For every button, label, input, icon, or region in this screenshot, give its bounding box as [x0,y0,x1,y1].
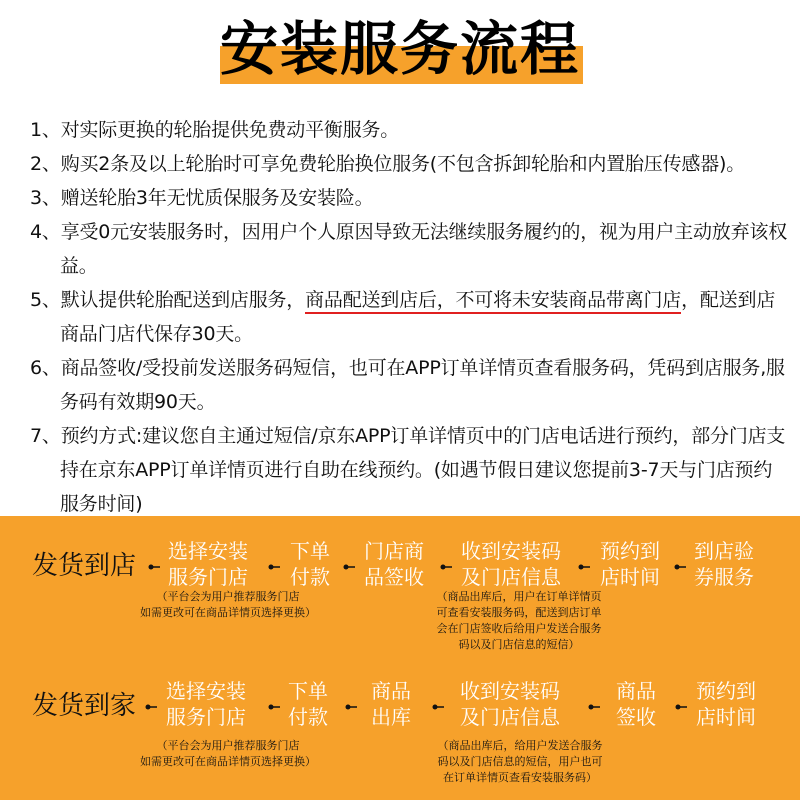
step-line: 下单 [290,539,330,563]
note-line: （平台会为用户推荐服务门店 [156,739,300,752]
note-line: （商品出库后，用户在订单详情页 [436,590,602,603]
note-line: 在订单详情页查看安装服务码） [443,771,597,784]
flow-store-step-4 [461,538,561,590]
arrow-icon [675,702,689,712]
rule-item-3 [30,181,790,215]
rules-list [30,113,790,521]
rule-text: 预约方式:建议您自主通过短信/京东APP订单详情页中的门店电话进行预约，部分门店支持在京东APP订单详情页进行自助在线预约。(如遇节假日建议您提前3-7天与门店预约服务时间) [60,425,786,515]
step-line: 收到安装码 [461,539,561,563]
rule-text: 默认提供轮胎配送到店服务， [60,289,306,311]
flow-store-step-1 [168,538,248,590]
note-line: 码以及门店信息的短信） [458,638,580,651]
step-line: 选择安装 [166,679,246,703]
rule-number: 4、 [30,221,61,243]
flow-store-step-2 [290,538,330,590]
flow-home-note-right [420,738,620,786]
flow-home-step-1 [166,678,246,730]
flow-home-note-left [118,738,338,770]
flow-store-step-3 [364,538,424,590]
rule-item-5 [30,283,790,351]
step-line: 收到安装码 [460,679,560,703]
arrow-icon [440,562,454,572]
note-line: 如需更改可在商品详情页选择更换） [140,606,316,619]
rule-text: 对实际更换的轮胎提供免费动平衡服务。 [60,119,400,141]
rule-text: 享受0元安装服务时，因用户个人原因导致无法继续服务履约的，视为用户主动放弃该权益。 [60,221,787,277]
rule-number: 2、 [30,153,61,175]
note-line: 如需更改可在商品详情页选择更换） [140,755,316,768]
arrow-icon [588,702,602,712]
rule-number: 6、 [30,357,61,379]
flow-home-row [0,676,800,736]
page-title: 安装服务流程 [219,15,580,83]
step-line: 到店验 [694,539,754,563]
arrow-icon [345,702,359,712]
flow-home-step-6 [696,678,756,730]
step-line: 付款 [288,705,328,729]
flow-store-step-5 [600,538,660,590]
arrow-icon [145,702,159,712]
step-line: 服务门店 [166,705,246,729]
flow-home-step-5 [616,678,656,730]
flow-store-row [0,536,800,596]
step-line: 选择安装 [168,539,248,563]
step-line: 商品 [616,679,656,703]
step-line: 付款 [290,565,330,589]
flow-store-start: 发货到店 [32,551,137,581]
step-line: 预约到 [696,679,756,703]
arrow-icon [674,562,688,572]
rule-item-4 [30,215,790,283]
flow-store-step-6 [694,538,754,590]
step-line: 服务门店 [168,565,248,589]
note-line: （商品出库后，给用户发送合服务 [437,739,603,752]
process-panel [0,516,800,800]
flow-home-step-4 [460,678,560,730]
rule-item-1 [30,113,790,147]
note-line: 会在门店签收后给用户发送合服务 [436,622,602,635]
arrow-icon [343,562,357,572]
step-line: 店时间 [696,705,756,729]
step-line: 品签收 [364,565,424,589]
note-line: （平台会为用户推荐服务门店 [156,590,300,603]
flow-store-note-left [118,589,338,621]
arrow-icon [268,702,282,712]
arrow-icon [432,702,446,712]
step-line: 及门店信息 [461,565,561,589]
step-line: 预约到 [600,539,660,563]
rule-text: 购买2条及以上轮胎时可享免费轮胎换位服务(不包含拆卸轮胎和内置胎压传感器)。 [60,153,746,175]
flow-store-note-right [424,589,614,653]
step-line: 券服务 [694,565,754,589]
step-line: 门店商 [364,539,424,563]
rule-number: 1、 [30,119,61,141]
rule-item-7 [30,419,790,521]
flow-home-step-2 [288,678,328,730]
rule-number: 5、 [30,289,61,311]
rule-text: 商品签收/受投前发送服务码短信，也可在APP订单详情页查看服务码，凭码到店服务,服务码有效期90天。 [60,357,785,413]
step-line: 及门店信息 [460,705,560,729]
note-line: 可查看安装服务码，配送到店订单 [436,606,602,619]
rule-text: ，配送到店商品门店代保存30天。 [60,289,776,345]
rule-text-underlined: 商品配送到店后，不可将未安装商品带离门店 [305,289,681,314]
arrow-icon [578,562,592,572]
note-line: 码以及门店信息的短信，用户也可 [437,755,603,768]
title-section [0,0,800,100]
step-line: 签收 [616,705,656,729]
step-line: 店时间 [600,565,660,589]
flow-home-step-3 [371,678,411,730]
step-line: 出库 [371,705,411,729]
rule-item-2 [30,147,790,181]
flow-home-start: 发货到家 [32,691,137,721]
arrow-icon [148,562,162,572]
rule-number: 3、 [30,187,61,209]
step-line: 下单 [288,679,328,703]
rule-text: 赠送轮胎3年无忧质保服务及安装险。 [60,187,374,209]
step-line: 商品 [371,679,411,703]
rule-number: 7、 [30,425,61,447]
arrow-icon [268,562,282,572]
rule-item-6 [30,351,790,419]
